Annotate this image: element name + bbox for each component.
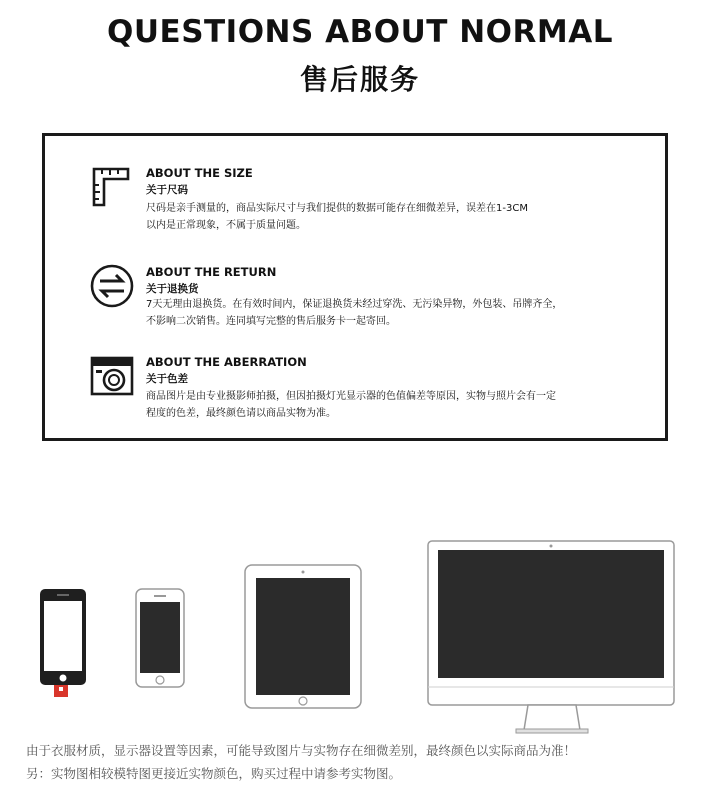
section-desc-line: 7天无理由退换货。在有效时间内，保证退换货未经过穿洗、无污染异物，外包装、吊牌齐全，: [146, 299, 563, 310]
section-desc-line: 以内是正常现象，不属于质量问题。: [146, 220, 306, 231]
footer-note-line2: 另：实物图相较模特图更接近实物颜色，购买过程中请参考实物图。: [26, 766, 402, 781]
section-heading-cn: 关于退换货: [146, 283, 199, 295]
section-desc: [146, 296, 666, 330]
tablet-icon: [245, 565, 361, 708]
section-desc: [146, 200, 666, 234]
page-title-en: QUESTIONS ABOUT NORMAL: [107, 14, 613, 50]
footer-note-line1: 由于衣服材质，显示器设置等因素，可能导致图片与实物存在细微差别，最终颜色以实际商品为准！: [26, 743, 577, 758]
section-heading-en: ABOUT THE SIZE: [146, 166, 253, 180]
info-box: [42, 133, 668, 441]
section-desc-line: 程度的色差，最终颜色请以商品实物为准。: [146, 408, 336, 419]
page-title-cn: 售后服务: [299, 63, 420, 96]
devices-illustration: [0, 520, 720, 740]
phone-icon-large: [40, 589, 86, 697]
section-heading-en: ABOUT THE ABERRATION: [146, 355, 307, 369]
exchange-icon: [90, 264, 134, 308]
section-desc-line: 商品图片是由专业摄影师拍摄，但因拍摄灯光显示器的色值偏差等原因，实物与照片会有一定: [146, 391, 556, 402]
monitor-icon: [428, 541, 674, 733]
section-heading-cn: 关于色差: [146, 373, 188, 385]
section-heading-en: ABOUT THE RETURN: [146, 265, 277, 279]
camera-icon: [90, 354, 134, 398]
section-desc-line: 尺码是亲手测量的，商品实际尺寸与我们提供的数据可能存在细微差异，误差在1-3CM: [146, 203, 528, 214]
ruler-icon: [90, 165, 134, 209]
section-desc: [146, 388, 666, 422]
section-desc-line: 不影响二次销售。连同填写完整的售后服务卡一起寄回。: [146, 316, 396, 327]
phone-icon-small: [136, 589, 184, 687]
section-heading-cn: 关于尺码: [146, 184, 188, 196]
